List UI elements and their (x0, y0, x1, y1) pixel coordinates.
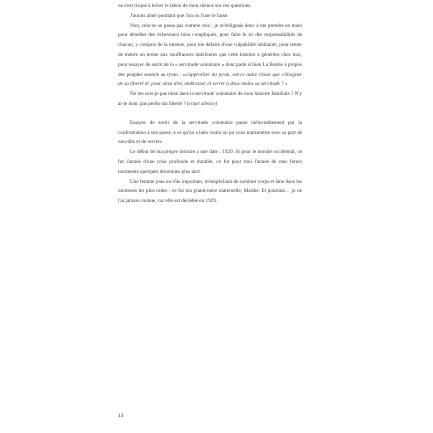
section-gap (118, 110, 302, 119)
paragraph-text: Ne me suis-je pas mise dans la servitude volontaire de mon histoire familiale ? N'y ai-je donc pas perdu ma liberté ? (118, 91, 302, 107)
quote-italic: s'approcher du tyran, est-ce autre chose que s'éloigner de sa liberté et, pour ainsi dire, embrasser et serrer à deux mains sa servitude ? (118, 71, 302, 88)
paragraph-text: Non, cela ne se passa pas comme cela ; je m'obligeais donc à me prendre en main pour démêler des écheveaux bien compliqués, pour faire le tri des responsabilités de chacun, y compris de la mienne, pour me défaire d'une culpabilité inhibante, pour tenter de mettre un terme aux souffrances intérieures que cette histoire a générées chez moi, pour essayer de sortir de la « servitude volontaire » dont parle si bien La Boétie à propos des peuples soumis au tyran : « (118, 22, 302, 78)
paragraph: Essayer de sortir de la servitude volontaire passe inéluctablement par la confrontation à son passé, à ce qu'on a bien voulu ou pu vous transmettre avec sa part de non-dits et de secrets. (118, 119, 302, 146)
paragraph-with-quote (118, 22, 302, 91)
paragraph: Une femme joua un rôle important, m'empêchant de sombrer corps et âme dans les moments les plus rudes : ce fut ma grand-mère maternelle, Marthe. Et pourtant… je ne l'ai jamais connue, car elle est décédée en 1929. (118, 178, 302, 205)
page-text-column (118, 2, 302, 207)
paragraph: J'aurais aimé pourtant que l'un ou l'une le fasse. (130, 12, 229, 19)
paragraph-with-stage-direction (118, 90, 302, 110)
paragraph: ne s'est risqué à briser le tabou de mon silence sur ces questions. (118, 3, 252, 9)
paragraph: Le début de ma propre histoire a une date : 1929. Si pour le monde occidental, ce fut l'année d'une crise profonde et durable, ce fut pour moi l'année de mes futurs tourments quelques décennies plus tard. (118, 149, 302, 175)
paragraph-text: » (283, 81, 288, 88)
stage-direction-italic: (court silence) (187, 100, 218, 107)
page-number: 14 (118, 413, 124, 419)
